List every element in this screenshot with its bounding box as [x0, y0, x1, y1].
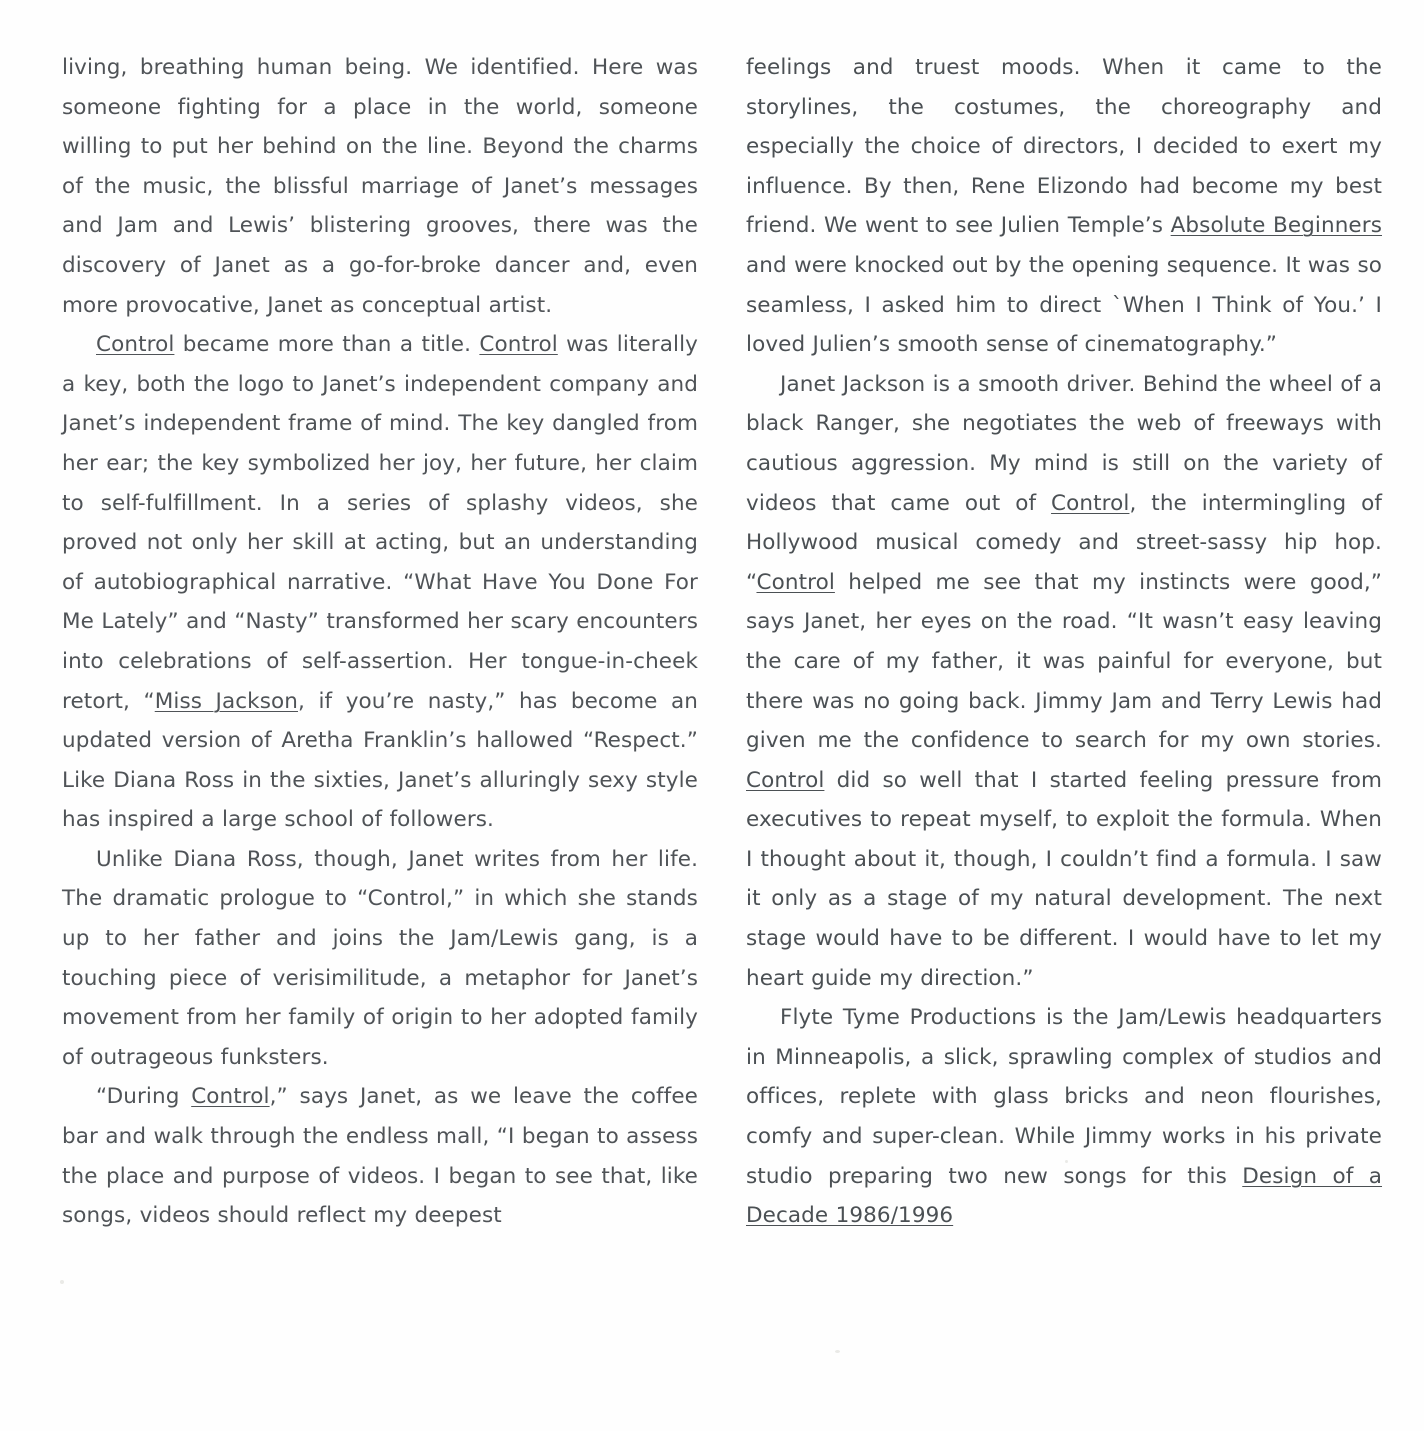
underlined-title-text: Control [756, 569, 835, 595]
body-text: and were knocked out by the opening sequence. It was so seamless, I asked him to direct `When I Think of You.’ I loved Julien’s smooth sense of cinematography.” [746, 252, 1382, 358]
body-text: living, breathing human being. We identified. Here was someone fighting for a place in the world, someone willing to put her behind on the line. Beyond the charms of the music, the blissful marriage of Janet’s messages and Jam and Lewis’ blistering grooves, there was the discovery of Janet as a go-for-broke dancer and, even more provocative, Janet as conceptual artist. [62, 55, 698, 318]
underlined-title-text: Control [96, 332, 175, 358]
underlined-title-text: Control [746, 767, 825, 793]
two-column-layout [62, 48, 1383, 1391]
body-text: , if you’re nasty,” has become an updated version of Aretha Franklin’s hallowed “Respect.” Like Diana Ross in the sixties, Janet’s alluringly sexy style has inspired a large school of followers. [62, 688, 698, 833]
body-text: , the intermingling of Hollywood musical comedy and street-sassy hip hop. “ [746, 490, 1383, 595]
paragraph [62, 48, 698, 325]
underlined-title-text: Design of a Decade 1986/1996 [746, 1163, 1383, 1229]
body-text: did so well that I started feeling pressure from executives to repeat myself, to exploit the formula. When I thought about it, though, I couldn’t find a formula. I saw it only as a stage of my natural development. The next stage would have to be different. I would have to let my heart guide my direction.” [746, 767, 1382, 991]
scan-speckle [835, 1350, 840, 1353]
underlined-title-text: Control [191, 1084, 270, 1110]
left-text-column [62, 48, 698, 1391]
body-text: feelings and truest moods. When it came to the storylines, the costumes, the choreography and especially the choice of directors, I decided to exert my influence. By then, Rene Elizondo had become my best friend. We went to see Julien Temple’s [746, 55, 1382, 239]
body-text: Janet Jackson is a smooth driver. Behind the wheel of a black Ranger, she negotiates the web of freeways with cautious aggression. My mind is still on the variety of videos that came out of [746, 371, 1382, 516]
paragraph [746, 48, 1382, 365]
paragraph [62, 1077, 698, 1235]
paragraph [746, 365, 1382, 999]
scan-speckle [60, 1280, 64, 1284]
body-text: Flyte Tyme Productions is the Jam/Lewis headquarters in Minneapolis, a slick, sprawling complex of studios and offices, replete with glass bricks and neon flourishes, comfy and super-clean. While Jimmy works in his private studio preparing two new songs for this [746, 1005, 1382, 1189]
body-text: ,” says Janet, as we leave the coffee bar and walk through the endless mall, “I began to assess the place and purpose of videos. I began to see that, like songs, videos should reflect my deepest [62, 1084, 698, 1229]
body-text: helped me see that my instincts were good,” says Janet, her eyes on the road. “It wasn’t easy leaving the care of my father, it was painful for everyone, but there was no going back. Jimmy Jam and Terry Lewis had given me the confidence to search for my own stories. [746, 569, 1382, 754]
scan-speckle [1065, 1160, 1068, 1163]
underlined-title-text: Control [1051, 490, 1130, 516]
body-text: “During [96, 1084, 192, 1110]
right-text-column [746, 48, 1382, 1391]
underlined-title-text: Miss Jackson [154, 688, 299, 714]
underlined-title-text: Absolute Beginners [1170, 213, 1382, 239]
underlined-title-text: Control [479, 332, 558, 358]
paragraph [62, 840, 698, 1078]
body-text: was literally a key, both the logo to Janet’s independent company and Janet’s independent frame of mind. The key dangled from her ear; the key symbolized her joy, her future, her claim to self-fulfillment. In a series of splashy videos, she proved not only her skill at acting, but an understanding of autobiographical narrative. “What Have You Done For Me Lately” and “Nasty” transformed her scary encounters into celebrations of self-assertion. Her tongue-in-cheek retort, “ [62, 332, 698, 714]
paragraph [62, 325, 698, 840]
body-text: became more than a title. [174, 332, 480, 358]
paragraph [746, 998, 1382, 1236]
body-text: Unlike Diana Ross, though, Janet writes from her life. The dramatic prologue to “Control,” in which she stands up to her father and joins the Jam/Lewis gang, is a touching piece of verisimilitude, a metaphor for Janet’s movement from her family of origin to her adopted family of outrageous funksters. [62, 846, 698, 1070]
